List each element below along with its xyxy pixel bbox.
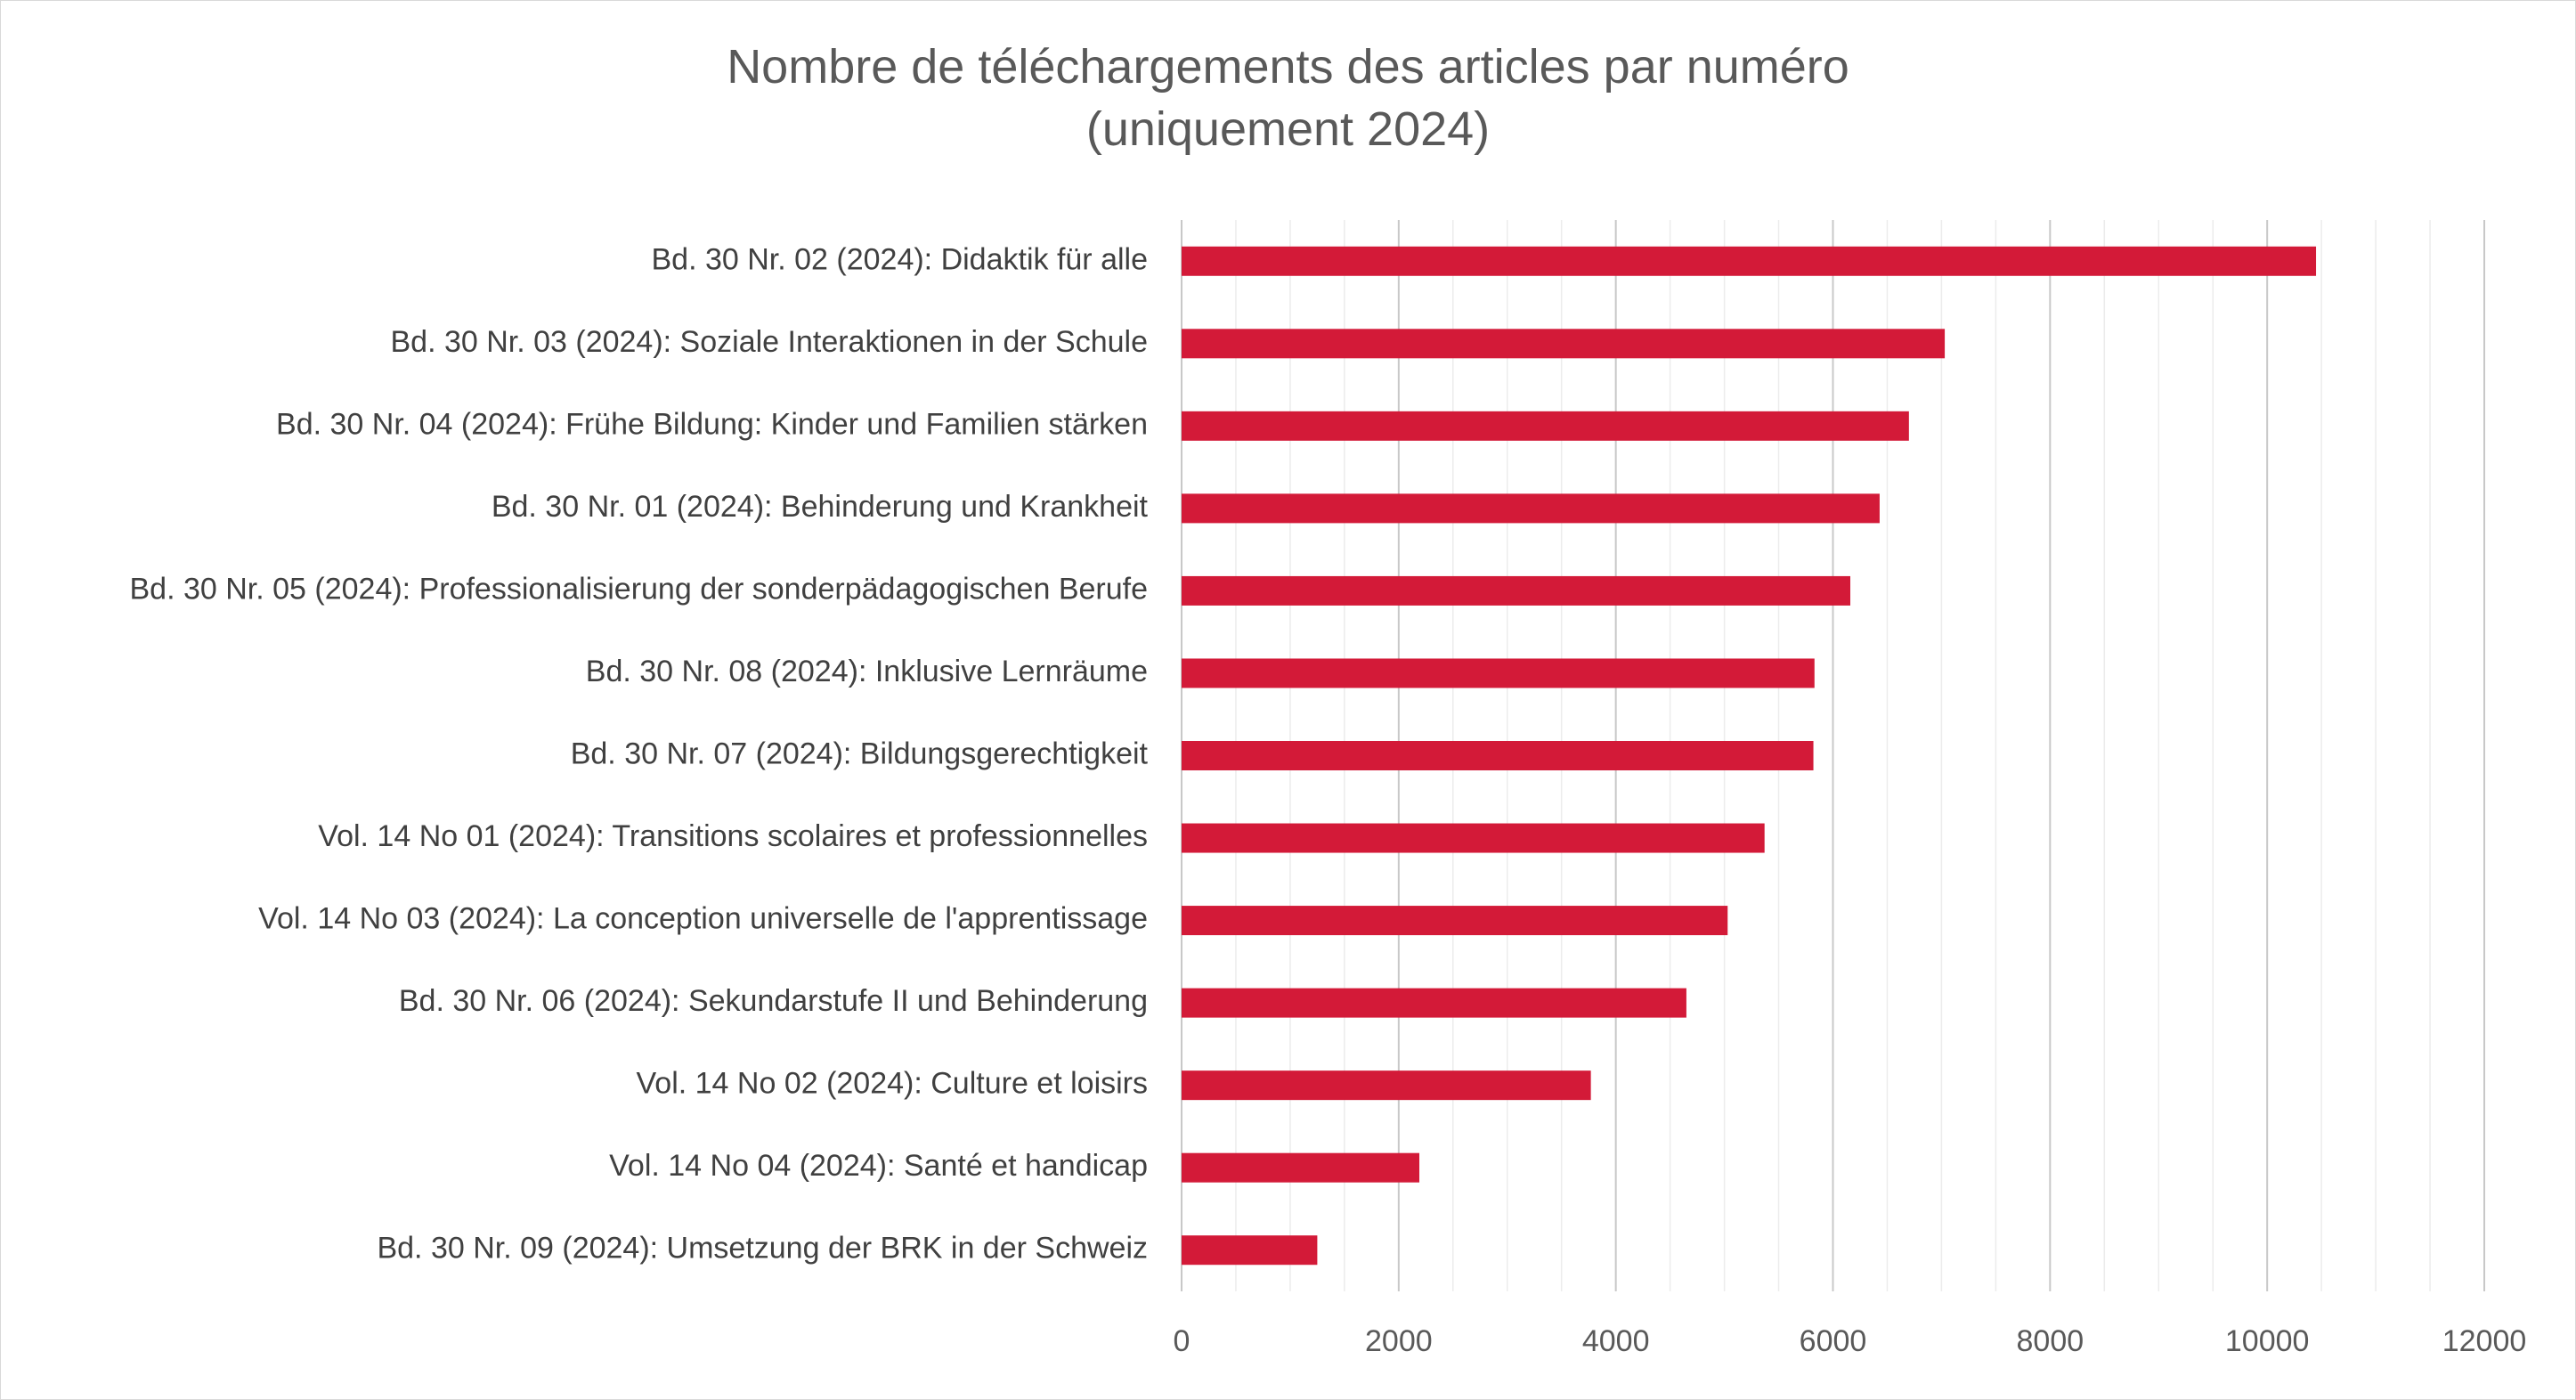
bar	[1182, 576, 1850, 606]
category-label: Bd. 30 Nr. 09 (2024): Umsetzung der BRK in der Schweiz	[377, 1231, 1148, 1266]
x-tick-label: 4000	[1581, 1323, 1650, 1358]
x-tick-label: 0	[1173, 1323, 1190, 1358]
category-label: Bd. 30 Nr. 06 (2024): Sekundarstufe II und Behinderung	[398, 984, 1148, 1019]
category-label: Bd. 30 Nr. 07 (2024): Bildungsgerechtigkeit	[570, 737, 1148, 771]
chart-subtitle-line: (uniquement 2024)	[1085, 102, 1491, 156]
category-label: Vol. 14 No 02 (2024): Culture et loisirs	[636, 1066, 1148, 1101]
category-labels	[130, 242, 1149, 1265]
bar	[1182, 411, 1909, 441]
bars	[1182, 247, 2316, 1265]
bar	[1182, 247, 2316, 276]
x-tick-label: 6000	[1799, 1323, 1867, 1358]
category-label: Bd. 30 Nr. 02 (2024): Didaktik für alle	[651, 242, 1148, 277]
bar	[1182, 906, 1727, 935]
x-tick-label: 12000	[2442, 1323, 2527, 1358]
category-label: Vol. 14 No 03 (2024): La conception universelle de l'apprentissage	[258, 901, 1148, 936]
category-label: Bd. 30 Nr. 04 (2024): Frühe Bildung: Kinder und Familien stärken	[276, 407, 1148, 442]
bar	[1182, 824, 1765, 853]
bar	[1182, 741, 1814, 770]
category-label: Vol. 14 No 04 (2024): Santé et handicap	[609, 1149, 1148, 1184]
bar	[1182, 989, 1686, 1018]
category-label: Bd. 30 Nr. 05 (2024): Professionalisierung der sonderpädagogischen Berufe	[129, 572, 1148, 606]
bar	[1182, 1153, 1419, 1183]
x-tick-label: 8000	[2016, 1323, 2084, 1358]
category-label: Bd. 30 Nr. 03 (2024): Soziale Interaktionen in der Schule	[390, 324, 1148, 359]
category-label: Vol. 14 No 01 (2024): Transitions scolaires et professionnelles	[318, 819, 1148, 854]
chart-title-line: Nombre de téléchargements des articles par numéro	[727, 40, 1849, 94]
bar	[1182, 1235, 1317, 1265]
bar	[1182, 1070, 1591, 1100]
category-label: Bd. 30 Nr. 01 (2024): Behinderung und Krankheit	[491, 489, 1148, 524]
bar	[1182, 658, 1815, 688]
x-tick-label: 2000	[1365, 1323, 1433, 1358]
category-label: Bd. 30 Nr. 08 (2024): Inklusive Lernräume	[585, 654, 1148, 688]
x-tick-label: 10000	[2224, 1323, 2310, 1358]
bar	[1182, 329, 1945, 358]
bar	[1182, 493, 1880, 523]
x-axis-tick-labels	[1174, 1324, 2527, 1358]
